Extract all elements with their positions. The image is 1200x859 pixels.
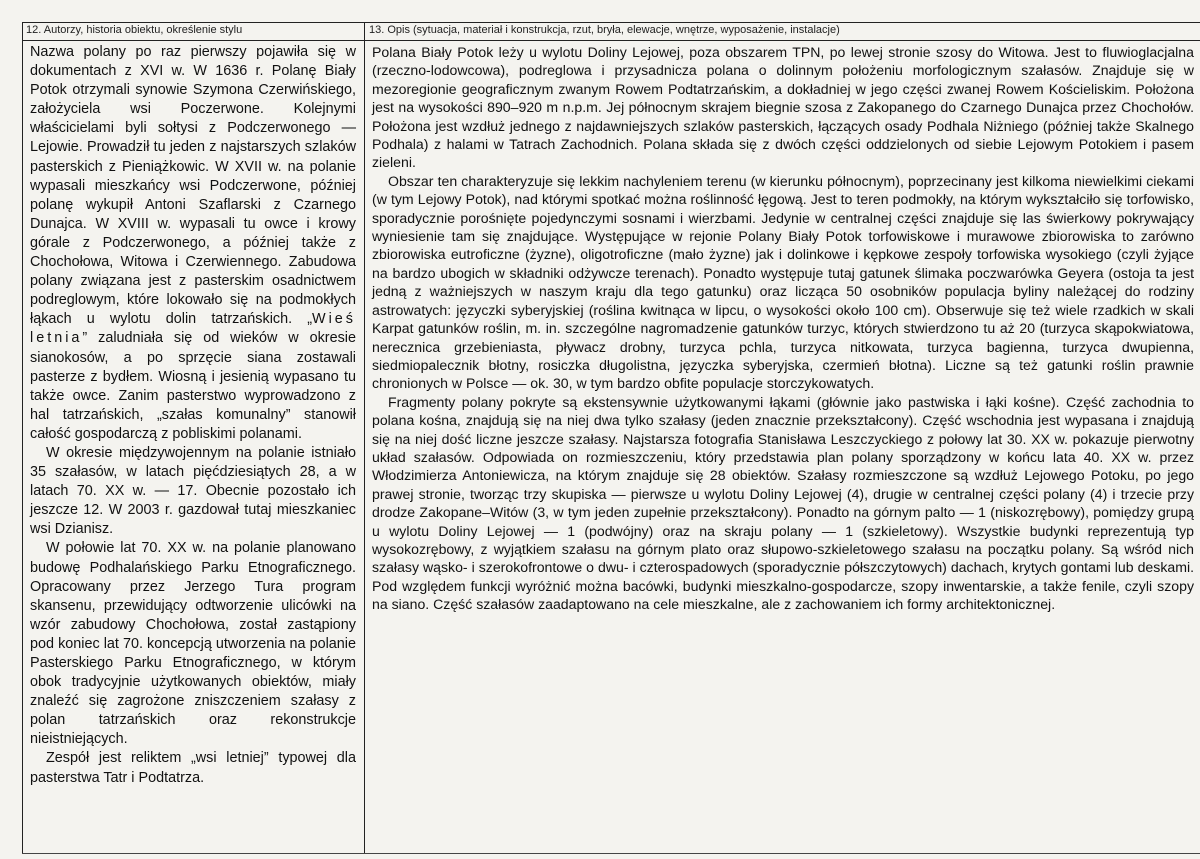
wies-letnia-term: Wieś letnia [30, 311, 356, 347]
history-paragraph-4: Zespół jest reliktem „wsi letniej” typowej dla pasterstwa Tatr i Podtatrza. [30, 750, 356, 786]
history-paragraph-3: W połowie lat 70. XX w. na polanie planowano budowę Podhalańskiego Parku Etnograficznego. Opracowany przez Jerzego Tura program skansenu, przewidujący odtworzenie ulicówki na wzór zabudowy Chochołowa, został zastąpiony pod koniec lat 70. koncepcją utworzenia na polanie Pasterskiego Parku Etnograficznego, w którym obok tradycyjnie użytkowanych obiektów, miały znaleźć się zagrożone zniszczeniem szałasy z polan tatrzańskich oraz rekonstrukcje nieistniejących. [30, 540, 356, 748]
history-paragraph-1-tail: ” zaludniała się od wieków w okresie sianokosów, a po sprzęcie siana zostawali pasterze z bydłem. Wiosną i jesienią wypasano tu także owce. Zanim pasterstwo wyprowadzono z hal tatrzańskich, „szałas komunalny” stanowił całość gospodarczą z pobliskimi polanami. [30, 330, 356, 442]
description-column [365, 22, 1200, 854]
history-paragraph-1 [30, 43, 356, 444]
history-paragraph-2: W okresie międzywojennym na polanie istniało 35 szałasów, w latach pięćdziesiątych 28, a w latach 70. XX w. — 17. Obecnie pozostało ich jeszcze 12. W 2003 r. gazdował tutaj mieszkaniec wsi Dzianisz. [30, 444, 356, 538]
history-column-header: 12. Autorzy, historia obiektu, określenie stylu [22, 22, 364, 41]
history-paragraph-1-head: Nazwa polany po raz pierwszy pojawiła się w dokumentach z XVI w. W 1636 r. Polanę Biały Potok otrzymali synowie Szymona Czerwińskiego, założyciela wsi Poczerwone. Kolejnymi właścicielami byli sołtysi z Podczerwonego — Lejowie. Prowadził tu jeden z najstarszych szlaków pasterskich z Pieniążkowic. W XVII w. na polanie wypasali mieszkańcy wsi Podczerwone, później polanę wykupił Antoni Szaflarski z Czarnego Dunajca. W XVIII w. wypasali tu owce i krowy górale z Podczerwonego, a później także z Chochołowa, Witowa i Czerwiennego. Zabudowa polany związana jest z pasterskim osadnictwem podreglowym, które lokowało się na podmokłych łąkach u wylotu dolin tatrzańskich. „ [30, 44, 356, 328]
history-column-body [22, 41, 364, 788]
description-paragraph-3: Fragmenty polany pokryte są ekstensywnie użytkowanymi łąkami (głównie jako pastwiska i łąki kośne). Część zachodnia to polana kośna, znajdują się na niej dwa tylko szałasy (jeden znacznie przekształcony). Część wschodnia jest wypasana i znajdują się na niej dość liczne jeszcze szałasy. Najstarsza fotografia Stanisława Leszczyckiego z połowy lat 30. XX w. pokazuje pierwotny układ szałasów. Odpowiada on rozmieszczeniu, który przedstawia plan polany sporządzony w końcu lata 40. XX w. przez Włodzimierza Antoniewicza, na którym znajduje się 28 obiektów. Szałasy rozmieszczone są wzdłuż Lejowego Potoku, po jego prawej stronie, tworząc trzy skupiska — pierwsze u wylotu Doliny Lejowej (4), drugie w centralnej części polany (4) i trzecie przy drodze Zakopane–Witów (3, w tym jeden zupełnie przekształcony). Ponadto na górnym palto — 1 (niskozrębowy), pomiędzy grupą u wylotu Doliny Lejowej — 1 (podwójny) oraz na skraju polany — 1 (szkieletowy). Wszystkie budynki reprezentują typ wysokozrębowy, z wyjątkiem szałasu na górnym plato oraz słupowo-szkieletowego szałasu na początku polany. Są wśród nich szałasy wąsko- i szerokofrontowe o dwu- i czterospadowych (sporadycznie półszczytowych) dachach, krytych gontami lub deskami. Pod względem funkcji wyróżnić można bacówki, budynki mieszkalno-gospodarcze, szopy inwentarskie, a także fenile, czyli szopy na siano. Część szałasów zaadaptowano na cele mieszkalne, ale z zachowaniem ich formy architektonicznej. [372, 393, 1194, 613]
description-paragraph-1: Polana Biały Potok leży u wylotu Doliny Lejowej, poza obszarem TPN, po lewej stronie szosy do Witowa. Jest to fluwioglacjalna (rzeczno-lodowcowa), podreglowa i przysadnicza polana o dolinnym położeniu morfologicznym szałasów. Znajduje się w mezoregionie geograficznym zwanym Rowem Podtatrzańskim, a dokładniej w jego części zwanej Rowem Kościeliskim. Położona jest na wysokości 890–920 m n.p.m. Jej północnym skrajem biegnie szosa z Zakopanego do Czarnego Dunajca przez Chochołów. Położona jest wzdłuż jednego z najdawniejszych szlaków pasterskich, łączących osady Podhala Niżniego (później także Skalnego Podhala) z halami w Tatrach Zachodnich. Polana składa się z dwóch części oddzielonych od siebie Lejowym Potokiem i pasem zieleni. [372, 44, 1194, 171]
bottom-rule [22, 853, 1200, 854]
description-column-body [365, 41, 1200, 614]
description-paragraph-2: Obszar ten charakteryzuje się lekkim nachyleniem terenu (w kierunku północnym), poprzecinany jest kilkoma niewielkimi ciekami (w tym Lejowy Potok), nad którymi spotkać można roślinność łęgową. Jest to teren podmokły, na którym wykształciło się torfowisko, sporadycznie porośnięte pojedynczymi sosnami i wierzbami. Jedynie w centralnej części znajduje się las świerkowy pokrywający wyniesienie tam się znajdujące. Występujące w rejonie Polany Biały Potok torfowiskowe i murawowe zbiorowiska to zarówno zbiorowiska eutroficzne (żyzne), oligotroficzne (mało żyzne) jak i dolinkowe i kępkowe zespoły torfowiska wysokiego (czyli żyjące na bardzo ubogich w składniki odżywcze terenach). Ponadto występuje tutaj gatunek ślimaka poczwarówka Geyera (ostoja ta jest jedną z ważniejszych w naszym kraju dla tego gatunku) oraz licząca 50 osobników populacja byliny należącej do rodziny astrowatych: języczki syberyjskiej (roślina kwitnąca w lipcu, o wysokości około 100 cm). Obserwuje się też wiele rzadkich w skali Karpat gatunków roślin, m. in. szczególne nagromadzenie gatunków turzyc, których stwierdzono tu aż 20 (turzyca skąpokwiatowa, nerecznica grzebieniasta, pływacz drobny, turzyca pchla, turzyca nitkowata, turzyca bagienna, turzyca dwupienna, siedmiopalecznik błotny, rosiczka długolistna, języczka syberyjska, czermień błotna). Liczne są też gatunki roślin prawnie chronionych w Polsce — ok. 30, w tym bardzo obfite populacje storczykowatych. [372, 172, 1194, 392]
history-column [22, 22, 365, 854]
description-column-header: 13. Opis (sytuacja, materiał i konstrukcja, rzut, bryła, elewacje, wnętrze, wyposażenie, instalacje) [365, 22, 1200, 41]
